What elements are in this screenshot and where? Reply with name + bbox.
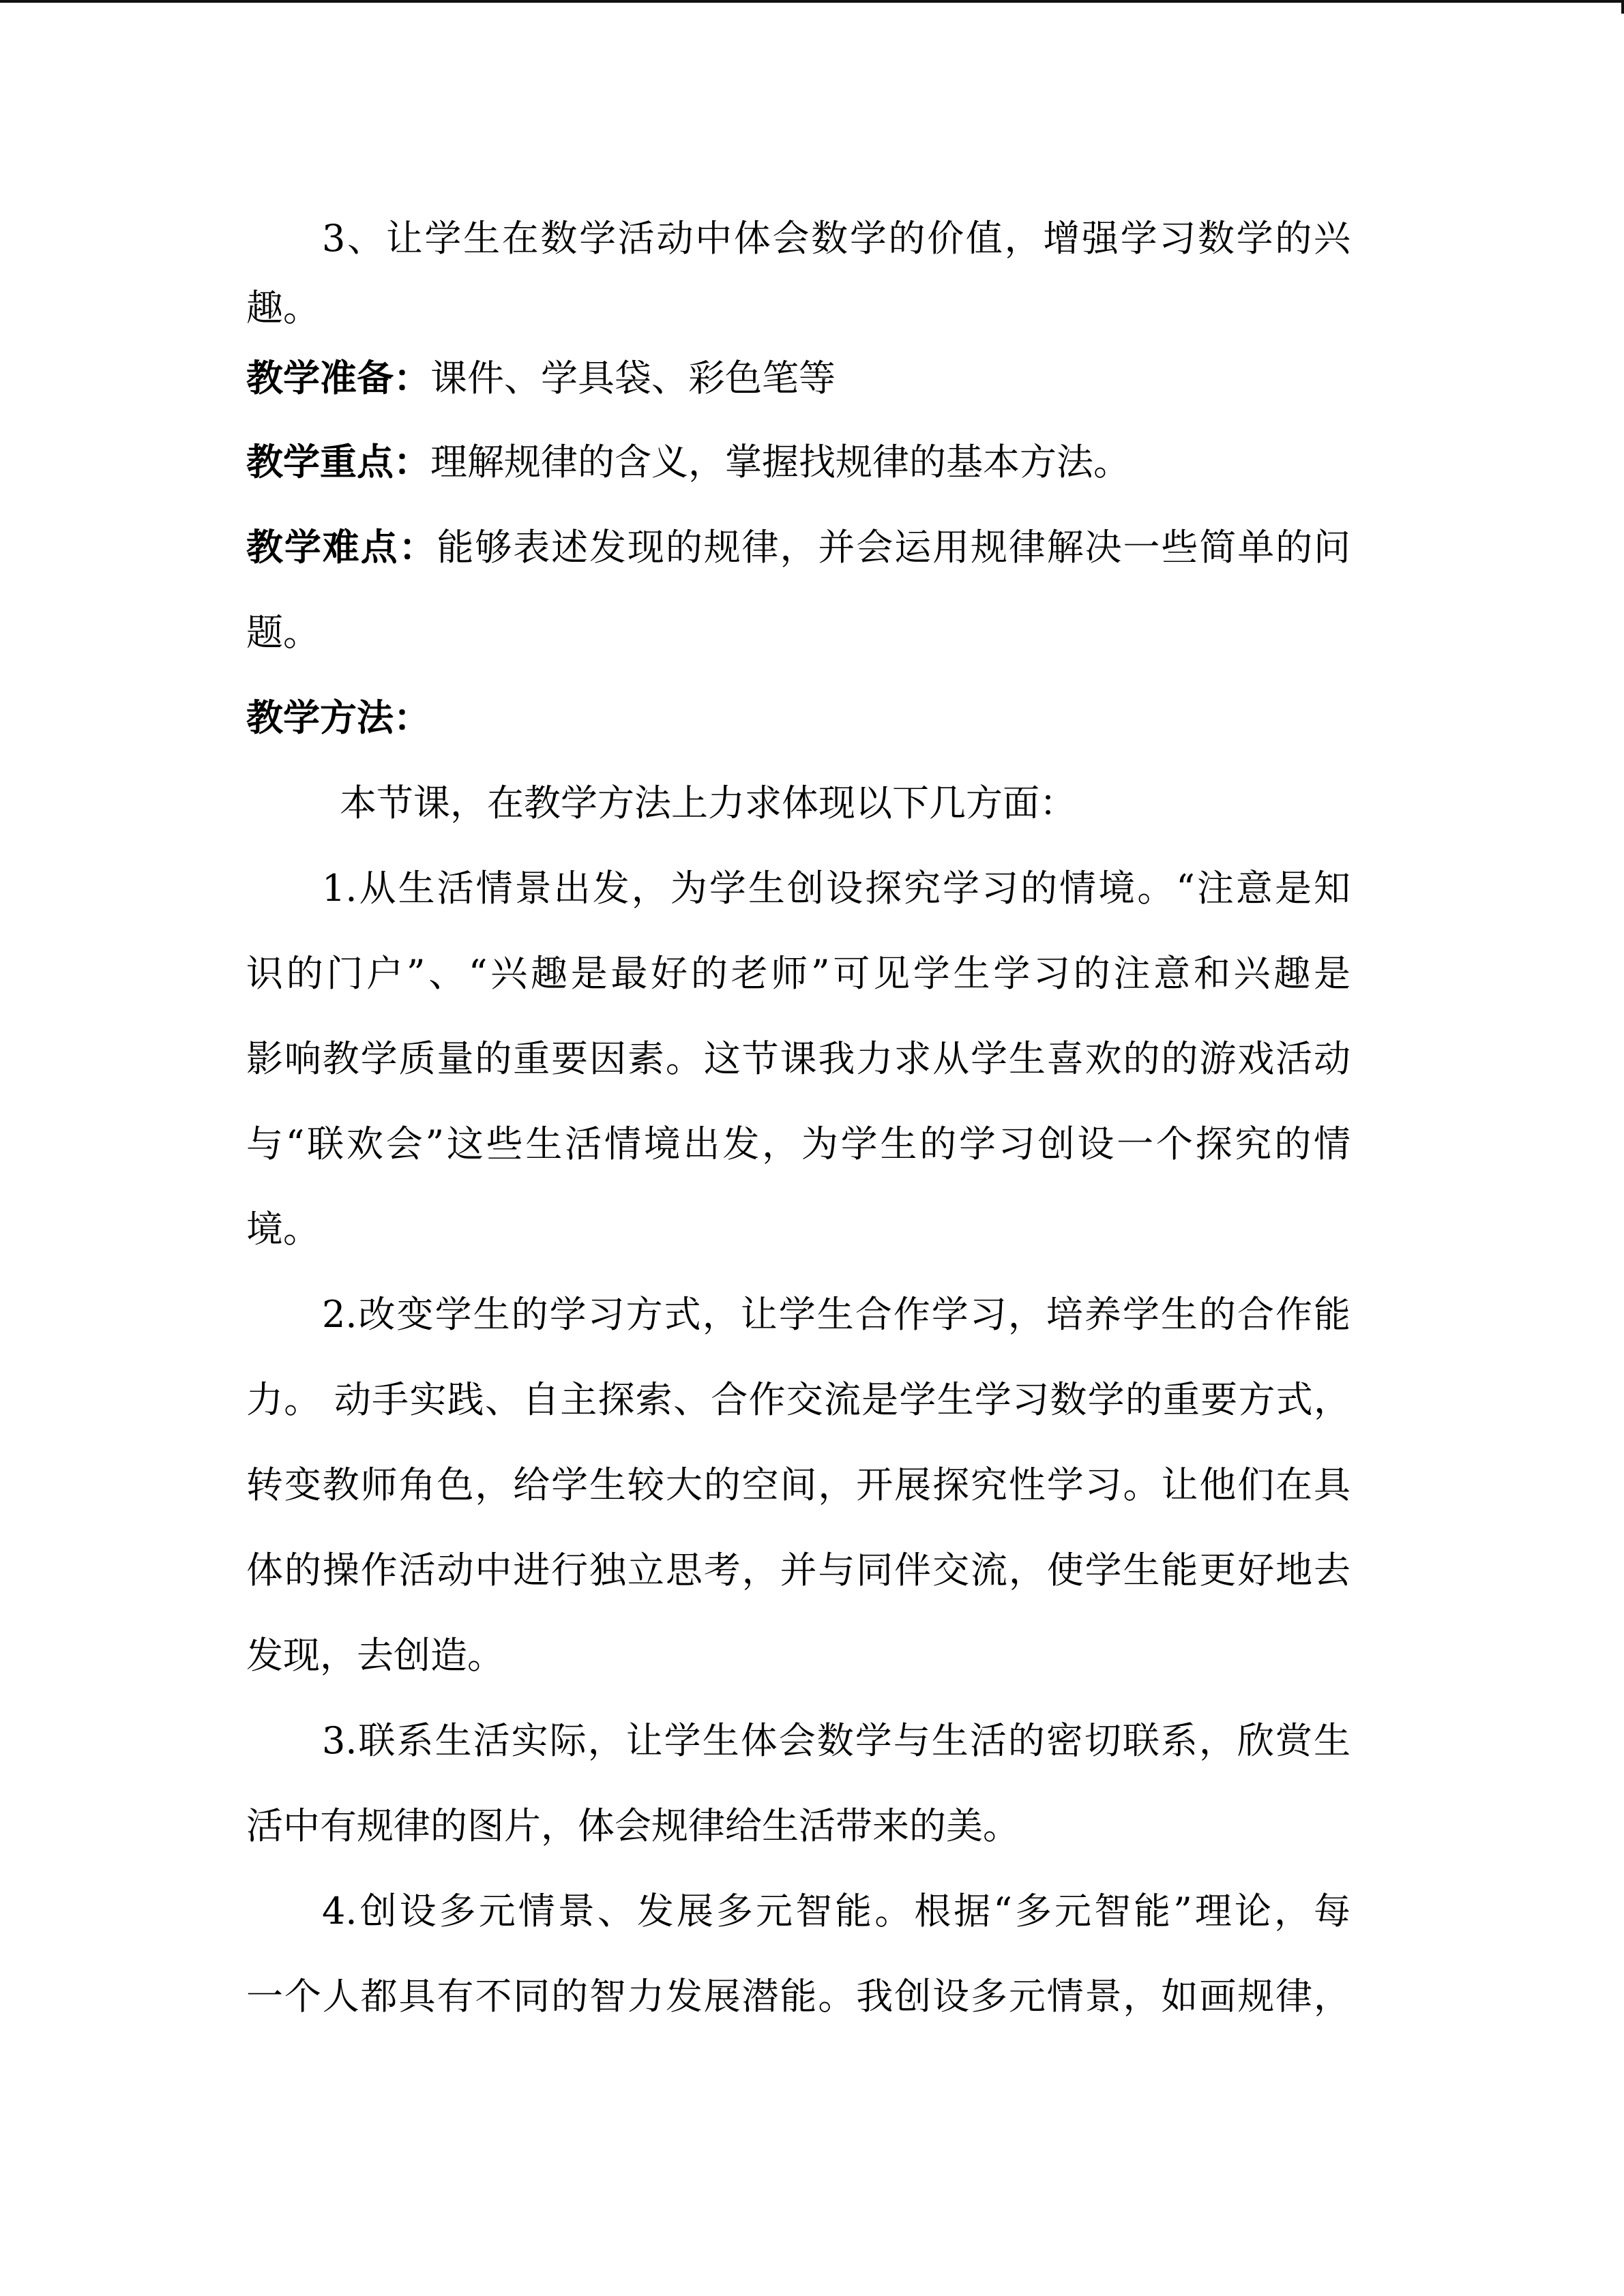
section-text: 能够表述发现的规律，并会运用规律解决一些简单的问 (437, 526, 1350, 569)
paragraph-line: 3、让学生在数学活动中体会数学的价值，增强学习数学的兴 (322, 217, 1350, 260)
section-label: 教学难点： (246, 525, 437, 569)
paragraph-line: 影响教学质量的重要因素。这节课我力求从学生喜欢的的游戏活动 (246, 1037, 1350, 1080)
paragraph-line: 4.创设多元情景、发展多元智能。根据“多元智能”理论，每 (322, 1890, 1350, 1933)
page-top-edge (0, 0, 1624, 3)
method-item-3 (246, 1698, 1350, 1868)
paragraph-line: 趣。 (246, 286, 320, 329)
section-text: 课件、学具袋、彩色笔等 (430, 357, 836, 400)
methods-heading (246, 675, 1350, 760)
paragraph-line: 题。 (246, 611, 320, 654)
paragraph-line: 力。 动手实践、自主探索、合作交流是学生学习数学的重要方式， (246, 1378, 1350, 1421)
section-text: 理解规律的含义，掌握找规律的基本方法。 (430, 441, 1130, 483)
section-label: 教学准备： (246, 356, 430, 400)
paragraph-line: 转变教师角色，给学生较大的空间，开展探究性学习。让他们在具 (246, 1463, 1350, 1506)
section-label: 教学方法： (246, 696, 430, 739)
methods-intro: 本节课，在教学方法上力求体现以下几方面： (340, 781, 1076, 824)
method-item-4 (246, 1868, 1350, 2039)
paragraph-line: 3.联系生活实际，让学生体会数学与生活的密切联系，欣赏生 (322, 1719, 1350, 1762)
teaching-key-point (246, 419, 1350, 505)
method-item-2 (246, 1272, 1350, 1698)
method-item-1 (246, 846, 1350, 1272)
paragraph-line: 境。 (246, 1208, 320, 1251)
paragraph-line: 体的操作活动中进行独立思考，并与同伴交流，使学生能更好地去 (246, 1549, 1350, 1592)
objective-paragraph (246, 204, 1350, 343)
document-body (246, 204, 1350, 2039)
paragraph-line: 活中有规律的图片，体会规律给生活带来的美。 (246, 1804, 1020, 1847)
paragraph-line: 发现，去创造。 (246, 1634, 504, 1677)
section-label: 教学重点： (246, 440, 430, 483)
paragraph-line: 与“联欢会”这些生活情境出发，为学生的学习创设一个探究的情 (246, 1122, 1350, 1165)
paragraph-line (246, 505, 1350, 590)
paragraph-line: 1.从生活情景出发，为学生创设探究学习的情境。“注意是知 (322, 867, 1350, 910)
teaching-preparation (246, 343, 1350, 413)
page-right-edge (1621, 0, 1624, 14)
teaching-difficulty (246, 505, 1350, 675)
paragraph-line: 一个人都具有不同的智力发展潜能。我创设多元情景，如画规律， (246, 1975, 1350, 2018)
paragraph-line: 2.改变学生的学习方式，让学生合作学习，培养学生的合作能 (322, 1293, 1350, 1336)
paragraph-line: 识的门户”、“兴趣是最好的老师”可见学生学习的注意和兴趣是 (246, 952, 1350, 995)
